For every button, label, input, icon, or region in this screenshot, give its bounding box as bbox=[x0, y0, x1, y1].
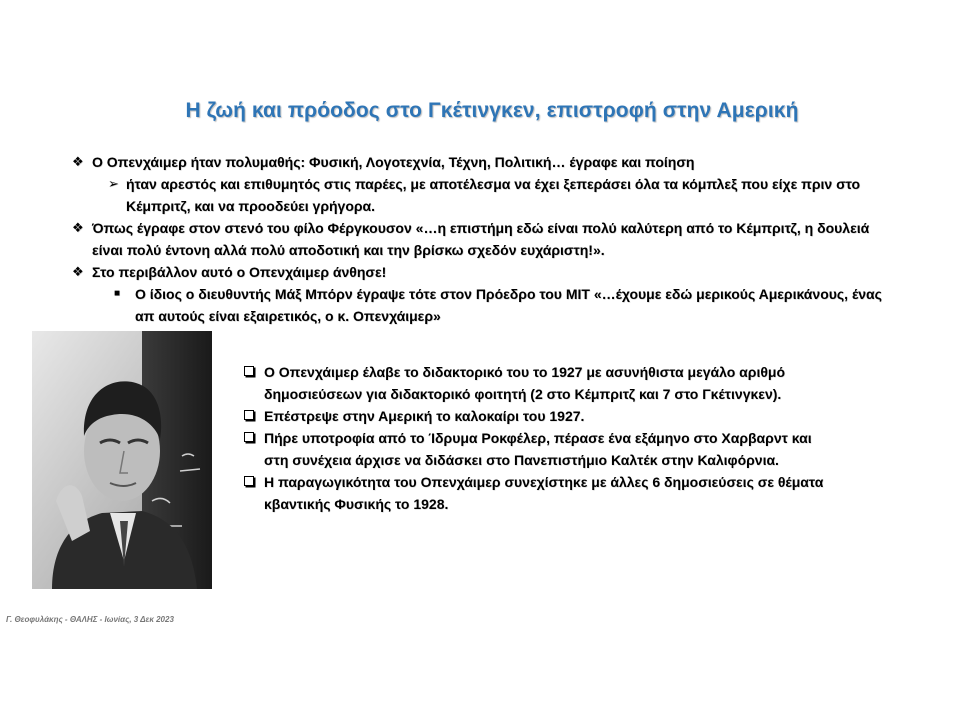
oppenheimer-portrait-photo bbox=[32, 331, 212, 589]
bullet-text: Ο Οπενχάιμερ έλαβε το διδακτορικό του το 1927 με ασυνήθιστα μεγάλο αριθμό δημοσιεύσεων για διδακτορικό φοιτητή (2 στο Κέμπριτζ και 7 στο Γκέτινγκεν). bbox=[264, 364, 786, 402]
bullet-flourished bbox=[72, 261, 902, 283]
diamond-bullet-icon: ❖ bbox=[72, 220, 84, 235]
bullet-text: Επέστρεψε στην Αμερική το καλοκαίρι του 1927. bbox=[264, 408, 585, 424]
bullet-rockefeller bbox=[244, 427, 824, 471]
square-bullet-icon: ■ bbox=[114, 288, 121, 299]
checkbox-square-icon bbox=[244, 476, 254, 486]
slide-footer: Γ. Θεοφυλάκης - ΘΑΛΗΣ - Ιωνίας, 3 Δεκ 2023 bbox=[6, 615, 174, 624]
bullet-productivity bbox=[244, 471, 824, 515]
diamond-bullet-icon: ❖ bbox=[72, 264, 84, 279]
sub-bullet-text: Ο ίδιος ο διευθυντής Μάξ Μπόρν έγραψε τότε στον Πρόεδρο του ΜΙΤ «…έχουμε εδώ μερικούς Αμερικάνους, ένας απ αυτούς είναι εξαιρετικός, ο κ. Οπενχάιμερ» bbox=[135, 286, 882, 324]
bullet-text: Ο Οπενχάιμερ ήταν πολυμαθής: Φυσική, Λογοτεχνία, Τέχνη, Πολιτική… έγραφε και ποίηση bbox=[92, 154, 695, 170]
arrow-bullet-icon: ➢ bbox=[108, 176, 119, 191]
sub-bullet-popular bbox=[72, 173, 902, 217]
bullet-polymath bbox=[72, 151, 902, 173]
bullet-text: Στο περιβάλλον αυτό ο Οπενχάιμερ άνθησε! bbox=[92, 264, 387, 280]
bullet-text: Πήρε υποτροφία από το Ίδρυμα Ροκφέλερ, πέρασε ένα εξάμηνο στο Χαρβαρντ και στη συνέχεια άρχισε να διδάσκει στο Πανεπιστήμιο Καλτέκ στην Καλιφόρνια. bbox=[264, 430, 812, 468]
slide-title: Η ζωή και πρόοδος στο Γκέτινγκεν, επιστροφή στην Αμερική bbox=[185, 99, 799, 122]
bullet-doctorate bbox=[244, 361, 824, 405]
checkbox-square-icon bbox=[244, 432, 254, 442]
checkbox-square-icon bbox=[244, 366, 254, 376]
top-bullet-list bbox=[72, 151, 902, 327]
sub-bullet-text: ήταν αρεστός και επιθυμητός στις παρέες, με αποτέλεσμα να έχει ξεπεράσει όλα τα κόμπλεξ που είχε πριν στο Κέμπριτζ, και να προοδεύει γρήγορα. bbox=[126, 176, 861, 214]
bullet-returned bbox=[244, 405, 824, 427]
bullet-text: Η παραγωγικότητα του Οπενχάιμερ συνεχίστηκε με άλλες 6 δημοσιεύσεις σε θέματα κβαντικής Φυσικής το 1928. bbox=[264, 474, 824, 512]
right-bullet-list bbox=[244, 361, 824, 515]
bullet-text: Όπως έγραφε στον στενό του φίλο Φέργκουσον «…η επιστήμη εδώ είναι πολύ καλύτερη από το Κέμπριτζ, η δουλειά είναι πολύ έντονη αλλά πολύ αποδοτική και την βρίσκω σχεδόν ευχάριστη!». bbox=[92, 220, 870, 258]
checkbox-square-icon bbox=[244, 410, 254, 420]
portrait-illustration bbox=[32, 331, 212, 589]
diamond-bullet-icon: ❖ bbox=[72, 154, 84, 169]
bullet-ferguson-quote bbox=[72, 217, 902, 261]
sub-bullet-born-quote bbox=[72, 283, 902, 327]
